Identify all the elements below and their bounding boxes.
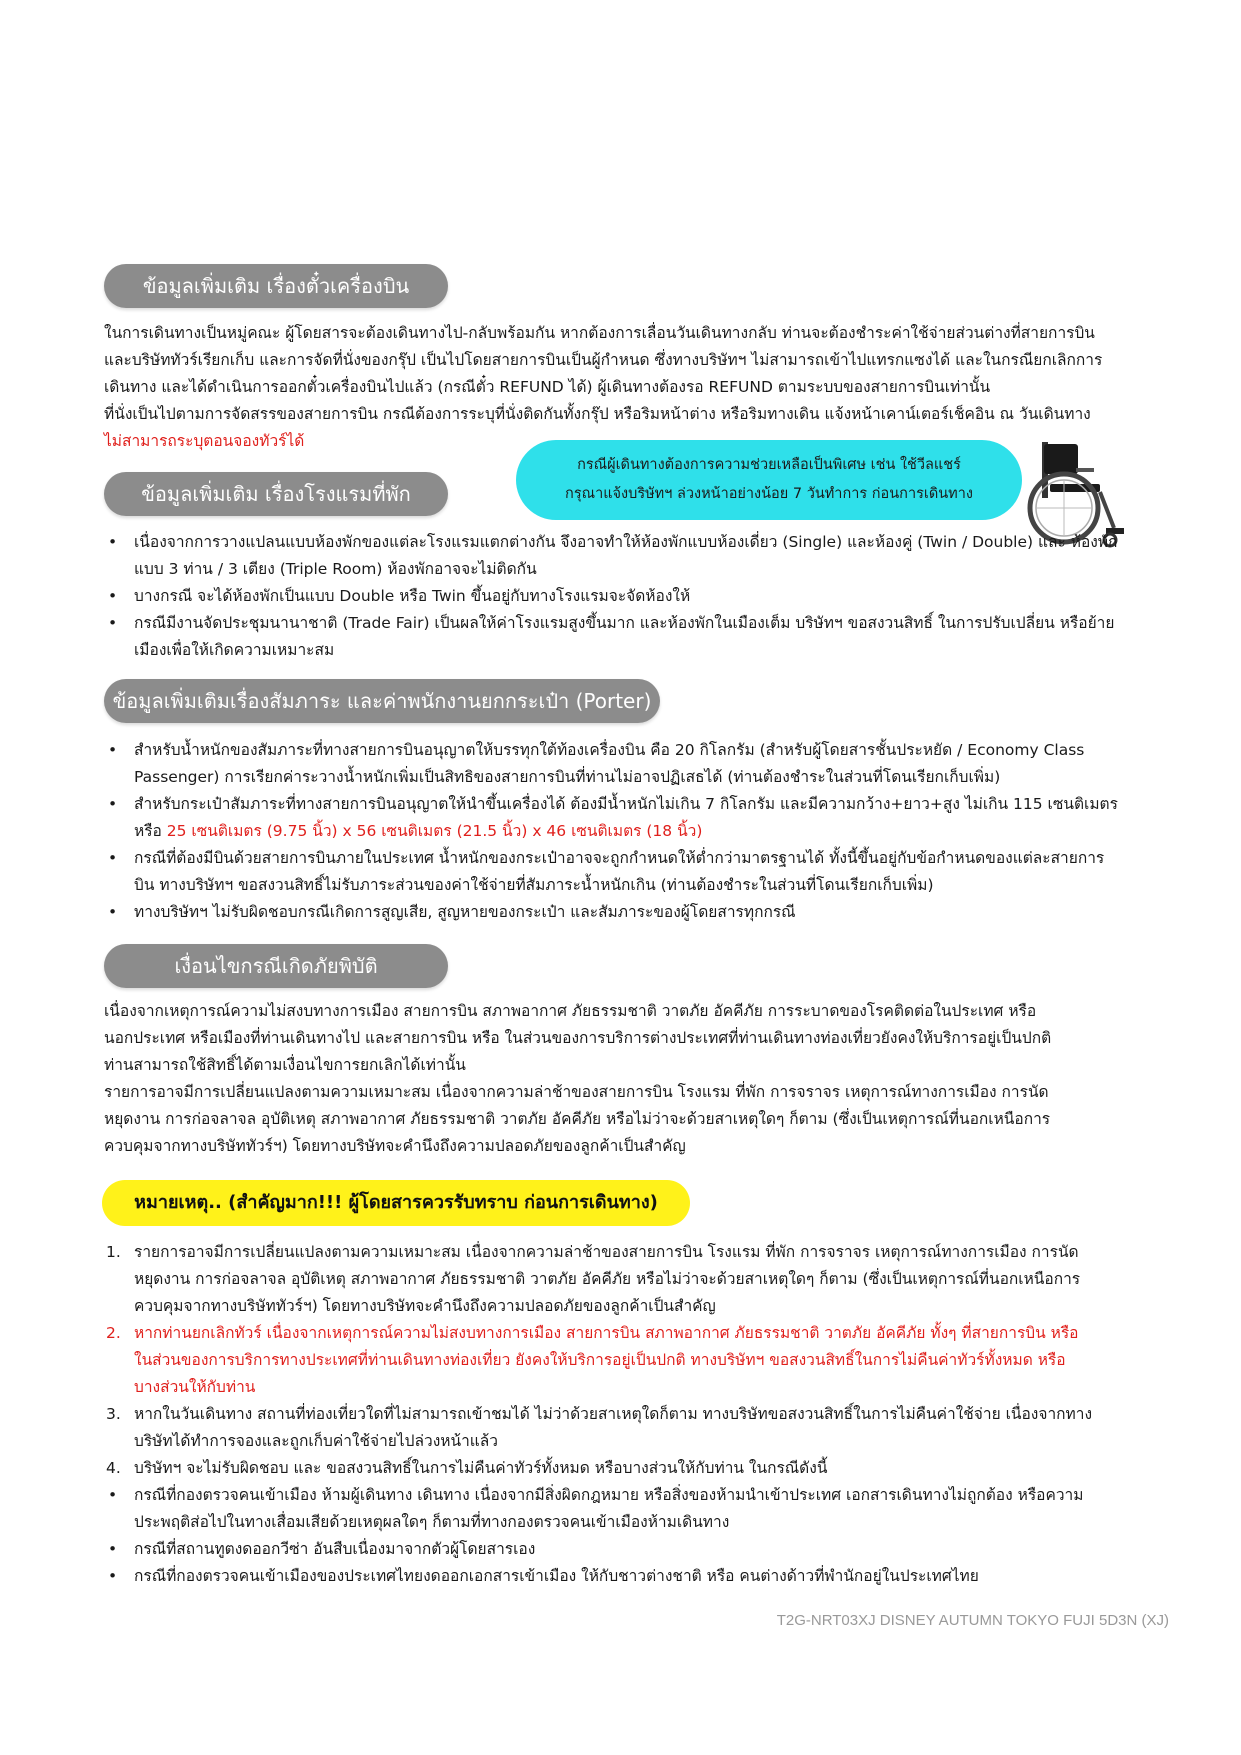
disaster-paragraph: เนื่องจากเหตุการณ์ความไม่สงบทางการเมือง สายการบิน สภาพอากาศ ภัยธรรมชาติ วาตภัย อัคคีภัย การระบาดของโรคติดต่อในประเทศ หรือ นอกประเทศ หรือเมืองที่ท่านเดินทางไป และสายการบิน หรือ ในส่วนของการบริการต่างประเทศที่ท่านเดินทางท่องเที่ยวยังคงให้บริการอยู่เป็นปกติ ท่านสามารถใช้สิทธิ์ได้ตามเงื่อนไขการยกเลิกได้เท่านั้น รายการอาจมีการเปลี่ยนแปลงตามความเหมาะสม เนื่องจากความล่าช้าของสายการบิน โรงแรม ที่พัก การจราจร เหตุการณ์ทางการเมือง การนัด หยุดงาน การก่อจลาจล อุบัติเหตุ สภาพอากาศ ภัยธรรมชาติ วาตภัย อัคคีภัย หรือไม่ว่าจะด้วยสาเหตุใดๆ ก็ตาม (ซึ่งเป็นเหตุการณ์ที่นอกเหนือการ ควบคุมจากทางบริษัททัวร์ฯ) โดยทางบริษัทจะคำนึงถึงความปลอดภัยของลูกค้าเป็นสำคัญ — [104, 1002, 1052, 1155]
section-heading-ticket: ข้อมูลเพิ่มเติม เรื่องตั๋วเครื่องบิน — [104, 264, 448, 308]
hotel-list — [104, 529, 1144, 664]
list-item: • ทางบริษัทฯ ไม่รับผิดชอบกรณีเกิดการสูญเสีย, สูญหายของกระเป๋า และสัมภาระของผู้โดยสารทุกกรณี — [104, 899, 1144, 926]
section-heading-luggage: ข้อมูลเพิ่มเติมเรื่องสัมภาระ และค่าพนักงานยกกระเป๋า (Porter) — [104, 679, 660, 723]
list-item: • สำหรับน้ำหนักของสัมภาระที่ทางสายการบินอนุญาตให้บรรทุกใต้ท้องเครื่องบิน คือ 20 กิโลกรัม (สำหรับผู้โดยสารชั้นประหยัด / Economy Class Passenger) การเรียกค่าระวางน้ำหนักเพิ่มเป็นสิทธิของสายการบินที่ท่านไม่อาจปฏิเสธได้ (ท่านต้องชำระในส่วนที่โดนเรียกเก็บเพิ่ม) — [104, 737, 1144, 791]
ticket-red-note: ไม่สามารถระบุตอนจองทัวร์ได้ — [104, 432, 305, 450]
list-item: 1. รายการอาจมีการเปลี่ยนแปลงตามความเหมาะสม เนื่องจากความล่าช้าของสายการบิน โรงแรม ที่พัก การจราจร เหตุการณ์ทางการเมือง การนัด หยุดงาน การก่อจลาจล อุบัติเหตุ สภาพอากาศ ภัยธรรมชาติ วาตภัย อัคคีภัย หรือไม่ว่าจะด้วยสาเหตุใดๆ ก็ตาม (ซึ่งเป็นเหตุการณ์ที่นอกเหนือการ ควบคุมจากทางบริษัททัวร์ฯ) โดยทางบริษัทจะคำนึงถึงความปลอดภัยของลูกค้าเป็นสำคัญ — [106, 1243, 1081, 1315]
list-item: • กรณีที่สถานทูตงดออกวีซ่า อันสืบเนื่องมาจากตัวผู้โดยสารเอง — [108, 1540, 536, 1558]
section-heading-disaster: เงื่อนไขกรณีเกิดภัยพิบัติ — [104, 944, 448, 988]
list-item: 2. หากท่านยกเลิกทัวร์ เนื่องจากเหตุการณ์ความไม่สงบทางการเมือง สายการบิน สภาพอากาศ ภัยธรรมชาติ วาตภัย อัคคีภัย ทั้งๆ ที่สายการบิน หรือ ในส่วนของการบริการทางประเทศที่ท่านเดินทางท่องเที่ยว ยังคงให้บริการอยู่เป็นปกติ ทางบริษัทฯ ขอสงวนสิทธิ์ในการไม่คืนค่าทัวร์ทั้งหมด หรือ บางส่วนให้กับท่าน — [106, 1324, 1079, 1396]
notes-list — [104, 1239, 1144, 1590]
list-item: • กรณีมีงานจัดประชุมนานาชาติ (Trade Fair) เป็นผลให้ค่าโรงแรมสูงขึ้นมาก และห้องพักในเมืองเต็ม บริษัทฯ ขอสงวนสิทธิ์ ในการปรับเปลี่ยน หรือย้าย เมืองเพื่อให้เกิดความเหมาะสม — [104, 610, 1144, 664]
carry-on-size-red: 25 เซนติเมตร (9.75 นิ้ว) x 56 เซนติเมตร (21.5 นิ้ว) x 46 เซนติเมตร (18 นิ้ว) — [166, 822, 703, 840]
list-item: • สำหรับกระเป๋าสัมภาระที่ทางสายการบินอนุญาตให้นำขึ้นเครื่องได้ ต้องมีน้ำหนักไม่เกิน 7 กิโลกรัม และมีความกว้าง+ยาว+สูง ไม่เกิน 115 เซนติเมตร หรือ 25 เซนติเมตร (9.75 นิ้ว) x 56 เซนติเมตร (21.5 นิ้ว) x 46 เซนติเมตร (18 นิ้ว) — [104, 791, 1144, 845]
list-item: 3. หากในวันเดินทาง สถานที่ท่องเที่ยวใดที่ไม่สามารถเข้าชมได้ ไม่ว่าด้วยสาเหตุใดก็ตาม ทางบริษัทขอสงวนสิทธิ์ในการไม่คืนค่าใช้จ่าย เนื่องจากทาง บริษัทได้ทำการจองและถูกเก็บค่าใช้จ่ายไปล่วงหน้าแล้ว — [106, 1405, 1093, 1450]
list-item: • บางกรณี จะได้ห้องพักเป็นแบบ Double หรือ Twin ขึ้นอยู่กับทางโรงแรมจะจัดห้องให้ — [104, 583, 1144, 610]
luggage-list — [104, 737, 1144, 926]
section-heading-hotel: ข้อมูลเพิ่มเติม เรื่องโรงแรมที่พัก — [104, 472, 448, 516]
wheelchair-callout: กรณีผู้เดินทางต้องการความช่วยเหลือเป็นพิเศษ เช่น ใช้วีลแชร์ กรุณาแจ้งบริษัทฯ ล่วงหน้าอย่างน้อย 7 วันทำการ ก่อนการเดินทาง — [516, 440, 1022, 520]
tour-code-footer: T2G-NRT03XJ DISNEY AUTUMN TOKYO FUJI 5D3N (XJ) — [776, 1612, 1169, 1629]
ticket-paragraph: ในการเดินทางเป็นหมู่คณะ ผู้โดยสารจะต้องเดินทางไป-กลับพร้อมกัน หากต้องการเลื่อนวันเดินทางกลับ ท่านจะต้องชำระค่าใช้จ่ายส่วนต่างที่สายการบิน และบริษัททัวร์เรียกเก็บ และการจัดที่นั่งของกรุ๊ป เป็นไปโดยสายการบินเป็นผู้กำหนด ซึ่งทางบริษัทฯ ไม่สามารถเข้าไปแทรกแซงได้ และในกรณียกเลิกการ เดินทาง และได้ดำเนินการออกตั๋วเครื่องบินไปแล้ว (กรณีตั๋ว REFUND ได้) ผู้เดินทางต้องรอ REFUND ตามระบบของสายการบินเท่านั้น ที่นั่งเป็นไปตามการจัดสรรของสายการบิน กรณีต้องการระบุที่นั่งติดกันทั้งกรุ๊ป หรือริมหน้าต่าง หรือริมทางเดิน แจ้งหน้าเคาน์เตอร์เช็คอิน ณ วันเดินทาง ไม่สามารถระบุตอนจองทัวร์ได้ — [104, 320, 1144, 455]
list-item: • กรณีที่กองตรวจคนเข้าเมืองของประเทศไทยงดออกเอกสารเข้าเมือง ให้กับชาวต่างชาติ หรือ คนต่างด้าวที่พำนักอยู่ในประเทศไทย — [108, 1567, 979, 1585]
list-item: 4. บริษัทฯ จะไม่รับผิดชอบ และ ขอสงวนสิทธิ์ในการไม่คืนค่าทัวร์ทั้งหมด หรือบางส่วนให้กับท่าน ในกรณีดังนี้ — [106, 1459, 828, 1477]
list-item: • กรณีที่ต้องมีบินด้วยสายการบินภายในประเทศ น้ำหนักของกระเป๋าอาจจะถูกกำหนดให้ต่ำกว่ามาตรฐานได้ ทั้งนี้ขึ้นอยู่กับข้อกำหนดของแต่ละสายการ บิน ทางบริษัทฯ ขอสงวนสิทธิ์ไม่รับภาระส่วนของค่าใช้จ่ายที่สัมภาระน้ำหนักเกิน (ท่านต้องชำระในส่วนที่โดนเรียกเก็บเพิ่ม) — [104, 845, 1144, 899]
list-item: • เนื่องจากการวางแปลนแบบห้องพักของแต่ละโรงแรมแตกต่างกัน จึงอาจทำให้ห้องพักแบบห้องเดี่ยว (Single) และห้องคู่ (Twin / Double) และ ห้องพัก แบบ 3 ท่าน / 3 เตียง (Triple Room) ห้องพักอาจจะไม่ติดกัน — [104, 529, 1144, 583]
list-item: • กรณีที่กองตรวจคนเข้าเมือง ห้ามผู้เดินทาง เดินทาง เนื่องจากมีสิ่งผิดกฎหมาย หรือสิ่งของห้ามนำเข้าประเทศ เอกสารเดินทางไม่ถูกต้อง หรือความ ประพฤติส่อไปในทางเสื่อมเสียด้วยเหตุผลใดๆ ก็ตามที่ทางกองตรวจคนเข้าเมืองห้ามเดินทาง — [108, 1486, 1084, 1531]
important-note-heading: หมายเหตุ.. (สำคัญมาก!!! ผู้โดยสารควรรับทราบ ก่อนการเดินทาง) — [102, 1180, 690, 1226]
